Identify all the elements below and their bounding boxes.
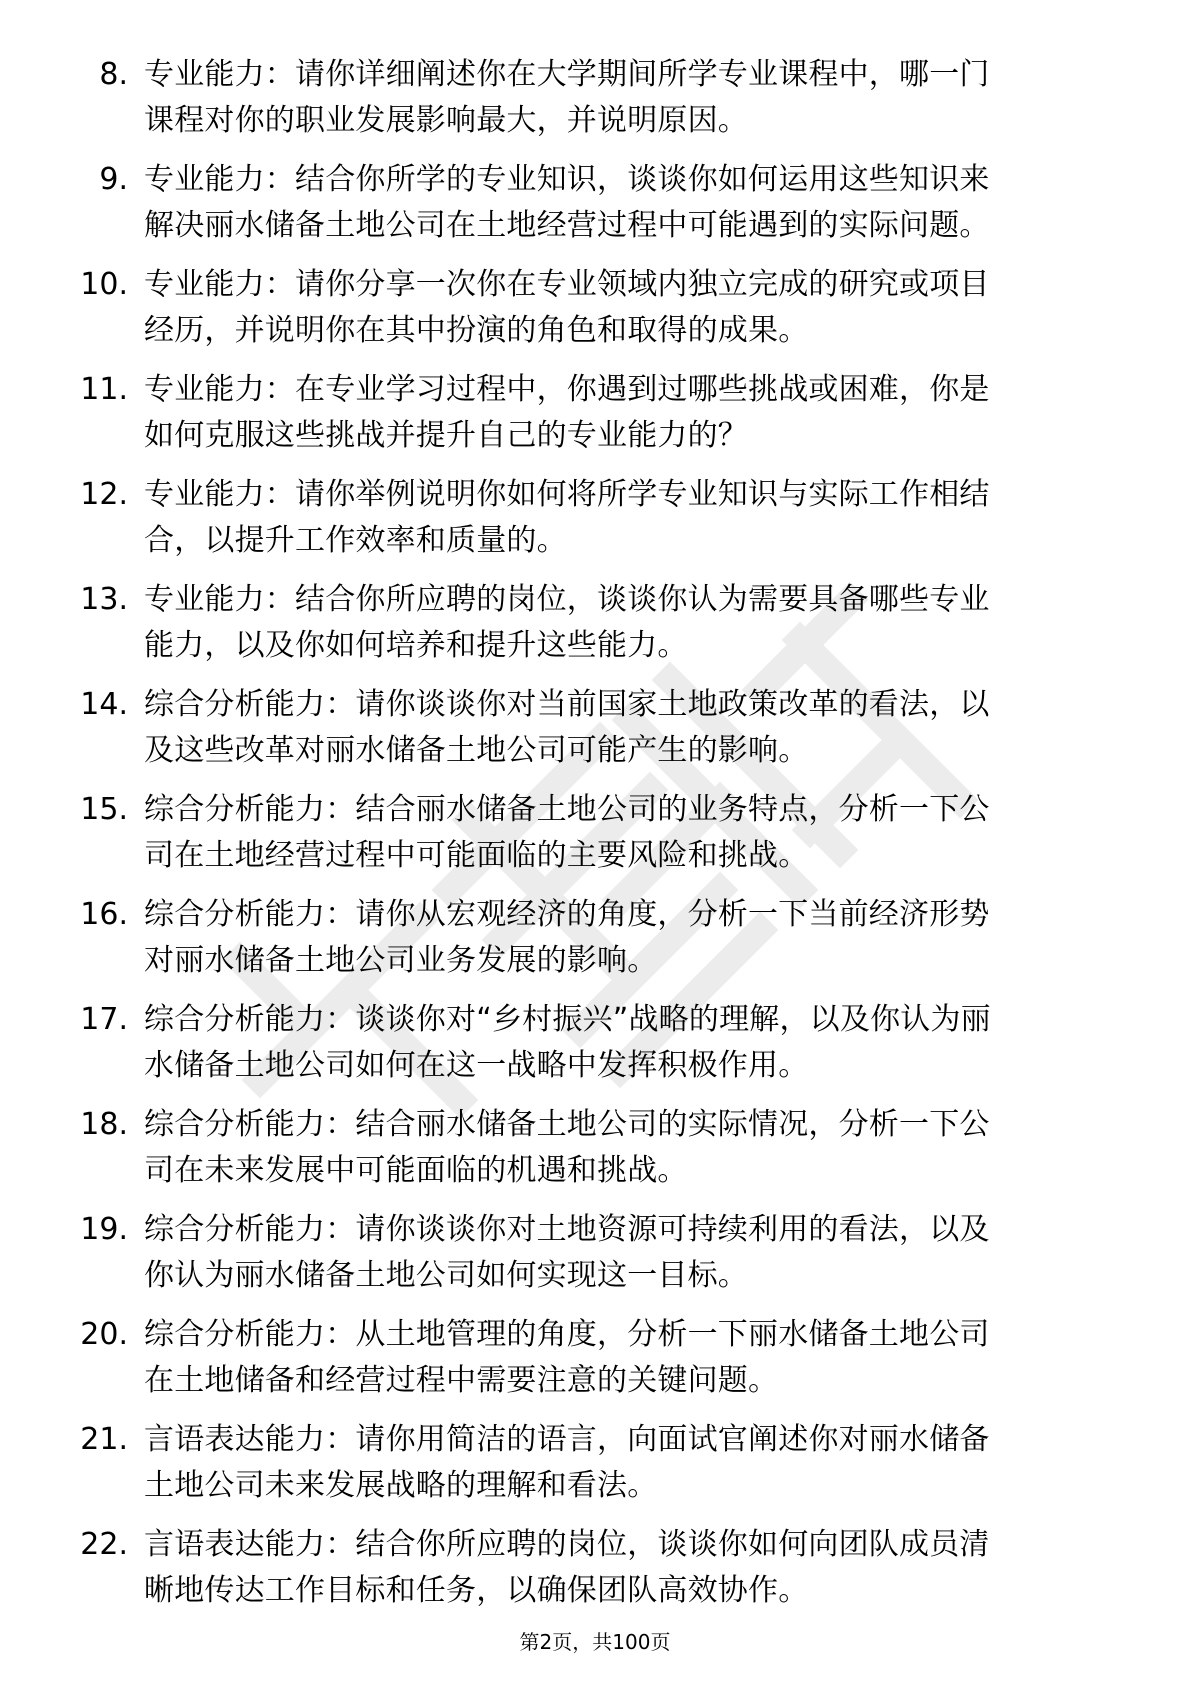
- question-text-line: 司在土地经营过程中可能面临的主要风险和挑战。: [144, 838, 809, 873]
- question-text-line: 综合分析能力：请你谈谈你对当前国家土地政策改革的看法，以: [144, 687, 990, 722]
- question-text-line: 水储备土地公司如何在这一战略中发挥积极作用。: [144, 1048, 809, 1083]
- question-number: 15.: [80, 792, 128, 827]
- question-text-line: 课程对你的职业发展影响最大，并说明原因。: [144, 103, 748, 138]
- question-text-line: 解决丽水储备土地公司在土地经营过程中可能遇到的实际问题。: [144, 208, 990, 243]
- question-item: [58, 682, 1118, 774]
- question-number: 10.: [80, 267, 128, 302]
- question-text-line: 综合分析能力：请你谈谈你对土地资源可持续利用的看法，以及: [144, 1212, 990, 1247]
- question-item: [58, 1417, 1118, 1509]
- question-text-line: 能力，以及你如何培养和提升这些能力。: [144, 628, 688, 663]
- question-number: 9.: [99, 162, 128, 197]
- question-text-line: 言语表达能力：结合你所应聘的岗位，谈谈你如何向团队成员清: [144, 1527, 990, 1562]
- question-item: [58, 367, 1118, 459]
- question-text: [144, 262, 1118, 354]
- question-text: [144, 472, 1118, 564]
- question-text: [144, 892, 1118, 984]
- question-text-line: 言语表达能力：请你用简洁的语言，向面试官阐述你对丽水储备: [144, 1422, 990, 1457]
- question-number: 11.: [80, 372, 128, 407]
- question-item: [58, 52, 1118, 144]
- question-text: [144, 1207, 1118, 1299]
- question-text: [144, 997, 1118, 1089]
- question-item: [58, 997, 1118, 1089]
- question-text-line: 土地公司未来发展战略的理解和看法。: [144, 1468, 658, 1503]
- question-text-line: 专业能力：在专业学习过程中，你遇到过哪些挑战或困难，你是: [144, 372, 990, 407]
- question-text: [144, 787, 1118, 879]
- question-number: 13.: [80, 582, 128, 617]
- question-item: [58, 787, 1118, 879]
- question-text-line: 对丽水储备土地公司业务发展的影响。: [144, 943, 658, 978]
- question-number: 14.: [80, 687, 128, 722]
- question-number: 12.: [80, 477, 128, 512]
- question-item: [58, 1207, 1118, 1299]
- question-text-line: 专业能力：请你分享一次你在专业领域内独立完成的研究或项目: [144, 267, 990, 302]
- question-text-line: 晰地传达工作目标和任务，以确保团队高效协作。: [144, 1573, 809, 1608]
- question-number: 19.: [80, 1212, 128, 1247]
- question-item: [58, 157, 1118, 249]
- question-number: 22.: [80, 1527, 128, 1562]
- question-text-line: 合，以提升工作效率和质量的。: [144, 523, 567, 558]
- question-number: 17.: [80, 1002, 128, 1037]
- question-text-line: 在土地储备和经营过程中需要注意的关键问题。: [144, 1363, 779, 1398]
- question-list: [58, 52, 1118, 1627]
- question-text: [144, 682, 1118, 774]
- question-text: [144, 367, 1118, 459]
- question-text-line: 综合分析能力：谈谈你对“乡村振兴”战略的理解，以及你认为丽: [144, 1002, 991, 1037]
- question-text: [144, 1102, 1118, 1194]
- question-text-line: 专业能力：结合你所学的专业知识，谈谈你如何运用这些知识来: [144, 162, 990, 197]
- page-footer: 第2页，共100页: [519, 1630, 671, 1654]
- question-text-line: 专业能力：请你详细阐述你在大学期间所学专业课程中，哪一门: [144, 57, 990, 92]
- question-text-line: 司在未来发展中可能面临的机遇和挑战。: [144, 1153, 688, 1188]
- question-number: 21.: [80, 1422, 128, 1457]
- question-text: [144, 1417, 1118, 1509]
- question-item: [58, 472, 1118, 564]
- question-number: 18.: [80, 1107, 128, 1142]
- question-text-line: 专业能力：请你举例说明你如何将所学专业知识与实际工作相结: [144, 477, 990, 512]
- question-text-line: 综合分析能力：结合丽水储备土地公司的业务特点，分析一下公: [144, 792, 990, 827]
- question-text-line: 综合分析能力：从土地管理的角度，分析一下丽水储备土地公司: [144, 1317, 990, 1352]
- question-item: [58, 262, 1118, 354]
- question-text: [144, 1522, 1118, 1614]
- question-number: 20.: [80, 1317, 128, 1352]
- question-text: [144, 157, 1118, 249]
- question-number: 16.: [80, 897, 128, 932]
- question-item: [58, 577, 1118, 669]
- question-item: [58, 1522, 1118, 1614]
- question-text-line: 综合分析能力：请你从宏观经济的角度，分析一下当前经济形势: [144, 897, 990, 932]
- question-text: [144, 577, 1118, 669]
- question-text-line: 专业能力：结合你所应聘的岗位，谈谈你认为需要具备哪些专业: [144, 582, 990, 617]
- question-text: [144, 1312, 1118, 1404]
- question-text-line: 你认为丽水储备土地公司如何实现这一目标。: [144, 1258, 748, 1293]
- question-text-line: 综合分析能力：结合丽水储备土地公司的实际情况，分析一下公: [144, 1107, 990, 1142]
- question-text: [144, 52, 1118, 144]
- question-item: [58, 1312, 1118, 1404]
- question-text-line: 经历，并说明你在其中扮演的角色和取得的成果。: [144, 313, 809, 348]
- question-text-line: 及这些改革对丽水储备土地公司可能产生的影响。: [144, 733, 809, 768]
- question-text-line: 如何克服这些挑战并提升自己的专业能力的？: [144, 418, 748, 453]
- question-number: 8.: [99, 57, 128, 92]
- question-item: [58, 892, 1118, 984]
- question-item: [58, 1102, 1118, 1194]
